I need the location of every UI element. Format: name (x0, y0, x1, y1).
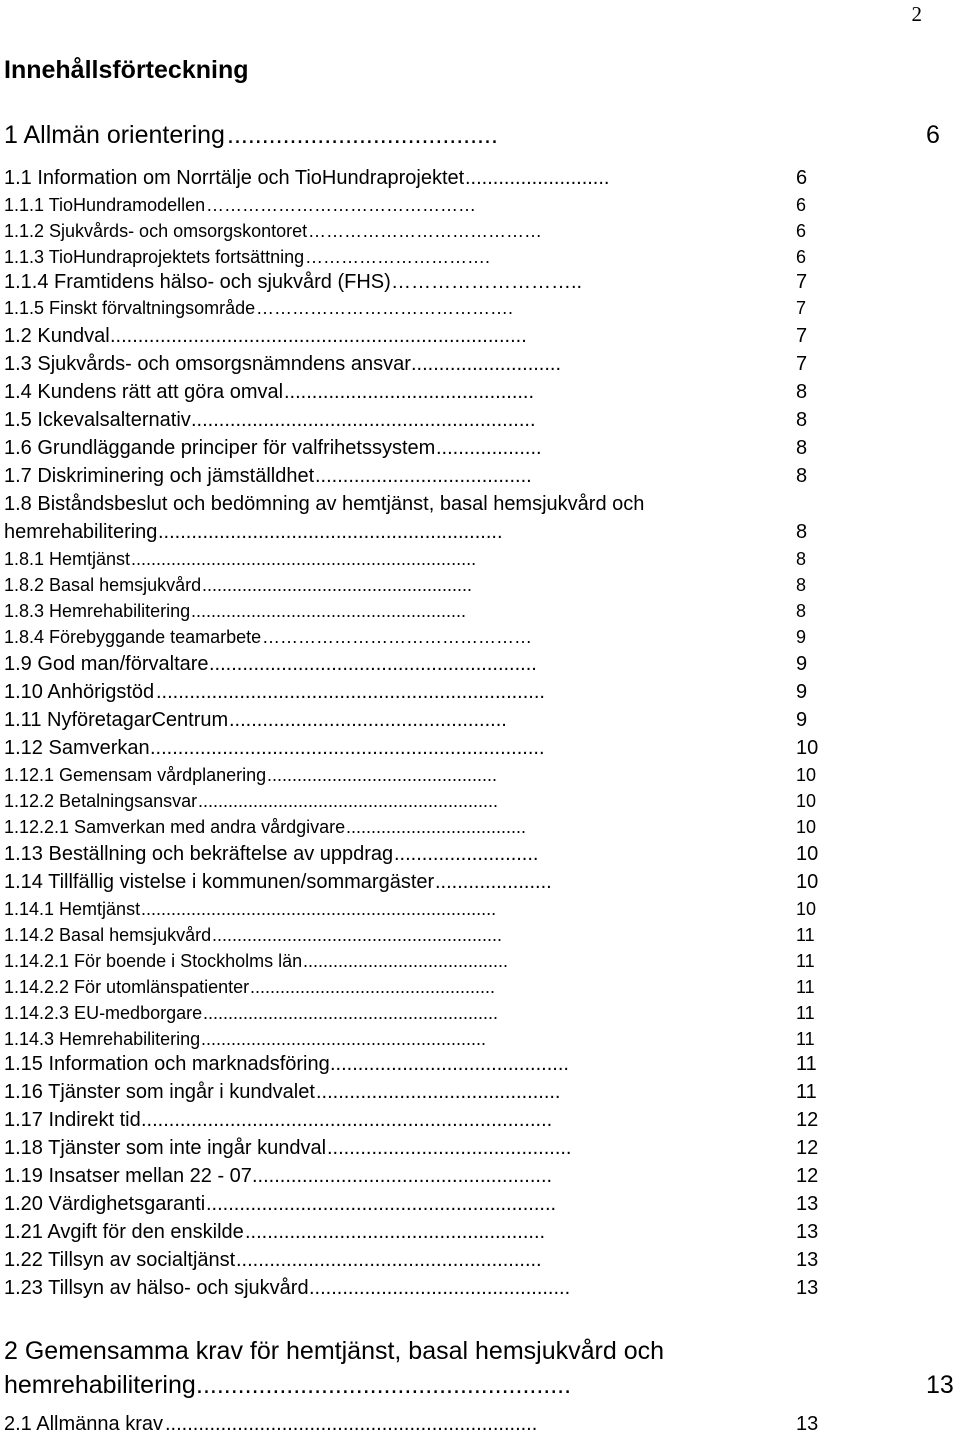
toc-entry-label: 1.5 Ickevalsalternativ (4, 409, 191, 431)
toc-entry[interactable] (4, 120, 954, 150)
toc-entry-label: 1.3 Sjukvårds- och omsorgsnämndens ansvar (4, 353, 411, 375)
toc-entry-page: 8 (796, 521, 808, 543)
toc-entry[interactable] (4, 790, 954, 812)
toc-entry-page: 12 (796, 1137, 819, 1159)
toc-entry-page: 13 (926, 1371, 954, 1399)
toc-entry-leader: ....................................................................... (150, 737, 545, 759)
toc-entry-page: 10 (796, 899, 817, 919)
toc-entry-label: 1.4 Kundens rätt att göra omval (4, 381, 284, 403)
toc-entry-page: 7 (796, 271, 808, 293)
toc-entry-page: 6 (796, 247, 807, 267)
toc-entry-label: hemrehabilitering (4, 521, 158, 543)
toc-entry-page: 8 (796, 549, 807, 569)
toc-entry[interactable] (4, 574, 954, 596)
toc-entry[interactable] (4, 436, 954, 460)
toc-entry-page: 11 (796, 1029, 815, 1049)
toc-entry[interactable] (4, 652, 954, 676)
toc-entry-leader: ……………………………………… (206, 195, 476, 215)
toc-entry[interactable] (4, 492, 954, 516)
toc-entry-label: 1.2 Kundval (4, 325, 110, 347)
toc-entry[interactable] (4, 870, 954, 894)
toc-entry-leader: ................... (436, 437, 542, 459)
toc-entry-page: 7 (796, 353, 808, 375)
toc-entry-label: 1.15 Information och marknadsföring (4, 1053, 330, 1075)
toc-entry[interactable] (4, 600, 954, 622)
toc-entry-page: 10 (796, 843, 819, 865)
toc-entry-label: 1.8.1 Hemtjänst (4, 549, 131, 569)
toc-entry-label: 1.17 Indirekt tid (4, 1109, 141, 1131)
toc-entry-label: 1.16 Tjänster som ingår i kundvalet (4, 1081, 315, 1103)
toc-entry-leader: .................................................. (229, 709, 507, 731)
toc-entry-label: 1.12.2.1 Samverkan med andra vårdgivare (4, 817, 346, 837)
toc-entry-page: 12 (796, 1165, 819, 1187)
toc-entry-label: 1.7 Diskriminering och jämställdhet (4, 465, 315, 487)
toc-entry-label: 1.1.4 Framtidens hälso- och sjukvård (FHS) (4, 271, 391, 293)
toc-entry-leader: ...................................................... (252, 1165, 553, 1187)
toc-entry-page: 6 (796, 195, 807, 215)
toc-entry-page: 10 (796, 765, 817, 785)
toc-entry[interactable] (4, 1370, 954, 1400)
toc-entry-leader: ..................................................................... (131, 549, 477, 569)
toc-entry[interactable] (4, 1336, 954, 1366)
toc-entry-label: hemrehabilitering (4, 1371, 196, 1399)
toc-entry-label: 1.23 Tillsyn av hälso- och sjukvård (4, 1277, 309, 1299)
toc-entry-page: 7 (796, 298, 807, 318)
toc-entry-page: 10 (796, 737, 819, 759)
toc-entry[interactable] (4, 352, 954, 376)
toc-entry[interactable] (4, 764, 954, 786)
toc-entry-leader: ………………………………… (308, 221, 542, 241)
toc-entry[interactable] (4, 976, 954, 998)
toc-entry[interactable] (4, 548, 954, 570)
toc-entry[interactable] (4, 950, 954, 972)
toc-entry-leader: ......................................... (303, 951, 509, 971)
toc-entry[interactable] (4, 736, 954, 760)
toc-entry[interactable] (4, 1028, 954, 1050)
toc-entry-label: 1.14.2.2 För utomlänspatienter (4, 977, 250, 997)
toc-entry-label: 1.14.2 Basal hemsjukvård (4, 925, 212, 945)
toc-entry[interactable] (4, 898, 954, 920)
toc-entry[interactable] (4, 1052, 954, 1076)
toc-entry-page: 8 (796, 575, 807, 595)
toc-entry-page: 11 (796, 925, 815, 945)
toc-entry-label: 1.9 God man/förvaltare (4, 653, 209, 675)
toc-entry[interactable] (4, 1192, 954, 1216)
toc-entry-label: 1.14.2.1 För boende i Stockholms län (4, 951, 303, 971)
toc-entry[interactable] (4, 708, 954, 732)
toc-entry-leader: ........................................... (330, 1053, 569, 1075)
toc-entry-page: 8 (796, 465, 808, 487)
toc-entry-label: 1.21 Avgift för den enskilde (4, 1221, 244, 1243)
toc-entry-page: 11 (796, 1003, 815, 1023)
toc-entry-label: 1.12 Samverkan (4, 737, 150, 759)
toc-entry-label: 1.10 Anhörigstöd (4, 681, 155, 703)
toc-entry-page: 11 (796, 951, 815, 971)
toc-entry-leader: ............................................................... (206, 1193, 557, 1215)
toc-entry-leader: .......................... (465, 167, 610, 189)
toc-entry-label: 1.8.2 Basal hemsjukvård (4, 575, 202, 595)
toc-entry-label: 1.14.1 Hemtjänst (4, 899, 141, 919)
toc-entry-page: 7 (796, 325, 808, 347)
toc-entry-page: 10 (796, 871, 819, 893)
toc-entry-leader: .......................................................... (212, 925, 503, 945)
toc-entry-page: 11 (796, 1053, 817, 1075)
toc-entry[interactable] (4, 816, 954, 838)
toc-entry-leader: ............................................ (327, 1137, 572, 1159)
toc-entry-leader: ……………………….. (391, 271, 583, 293)
toc-entry-label: 1.14.2.3 EU-medborgare (4, 1003, 203, 1023)
toc-entry-leader: ......................................................... (201, 1029, 487, 1049)
toc-entry-page: 11 (796, 977, 815, 997)
toc-entry[interactable] (4, 520, 954, 544)
toc-entry-leader: ...................................................................... (156, 681, 545, 703)
toc-entry-page: 8 (796, 381, 808, 403)
toc-entry-label: 1.1.2 Sjukvårds- och omsorgskontoret (4, 221, 308, 241)
toc-entry-page: 9 (796, 681, 808, 703)
toc-entry-label: 1.14 Tillfällig vistelse i kommunen/sommargäster (4, 871, 435, 893)
toc-entry-leader: ........................................................... (209, 653, 537, 675)
toc-entry-leader: ................................................................... (165, 1413, 538, 1435)
toc-entry-page: 13 (796, 1249, 819, 1271)
toc-entry-page: 12 (796, 1109, 819, 1131)
toc-entry-leader: .............................................................. (158, 521, 503, 543)
toc-entry[interactable] (4, 194, 954, 216)
toc-entry-label: 2 Gemensamma krav för hemtjänst, basal hemsjukvård och (4, 1337, 664, 1365)
toc-entry-page: 10 (796, 817, 817, 837)
toc-entry[interactable] (4, 1080, 954, 1104)
toc-entry[interactable] (4, 1276, 954, 1300)
toc-entry-page: 6 (926, 121, 940, 149)
toc-entry-label: 1.12.1 Gemensam vårdplanering (4, 765, 267, 785)
toc-entry-leader: ............................................ (316, 1081, 561, 1103)
toc-entry-leader: ....................................................................... (141, 899, 497, 919)
toc-entry-page: 13 (796, 1193, 819, 1215)
toc-entry-page: 8 (796, 437, 808, 459)
toc-entry-leader: .............................................. (267, 765, 498, 785)
toc-entry[interactable] (4, 380, 954, 404)
toc-entry-page: 6 (796, 221, 807, 241)
toc-entry-page: 8 (796, 409, 808, 431)
toc-entry-page: 9 (796, 653, 808, 675)
toc-entry-leader: ....................................................... (236, 1249, 542, 1271)
toc-entry[interactable] (4, 680, 954, 704)
toc-entry-leader: ........................................................... (203, 1003, 499, 1023)
toc-entry-leader: ……………………………………. (256, 298, 514, 318)
toc-entry-leader: …………………………. (305, 247, 491, 267)
toc-entry[interactable] (4, 924, 954, 946)
toc-entry[interactable] (4, 1248, 954, 1272)
toc-entry[interactable] (4, 626, 954, 648)
toc-entry-page: 13 (796, 1413, 819, 1435)
toc-entry-label: 1.20 Värdighetsgaranti (4, 1193, 206, 1215)
toc-entry-leader: .......................................................................... (141, 1109, 553, 1131)
toc-entry-leader: .......................... (394, 843, 539, 865)
toc-entry-leader: .................................... (346, 817, 527, 837)
toc-entry-label: 1.13 Beställning och bekräftelse av uppdrag (4, 843, 394, 865)
toc-entry[interactable] (4, 1002, 954, 1024)
toc-entry-label: 1.22 Tillsyn av socialtjänst (4, 1249, 236, 1271)
toc-entry-page: 6 (796, 167, 808, 189)
toc-entry-label: 1.1 Information om Norrtälje och TioHundraprojektet (4, 167, 465, 189)
toc-entry[interactable] (4, 464, 954, 488)
toc-entry[interactable] (4, 1164, 954, 1188)
toc-entry[interactable] (4, 1220, 954, 1244)
toc-entry-label: 1 Allmän orientering (4, 121, 225, 149)
toc-entry-label: 1.8.4 Förebyggande teamarbete (4, 627, 262, 647)
toc-entry-label: 1.18 Tjänster som inte ingår kundval (4, 1137, 327, 1159)
toc-entry[interactable] (4, 324, 954, 348)
toc-entry[interactable] (4, 246, 954, 268)
toc-entry[interactable] (4, 220, 954, 242)
toc-entry[interactable] (4, 1108, 954, 1132)
page-number: 2 (911, 2, 922, 26)
toc-entry-label: 1.8 Biståndsbeslut och bedömning av hemtjänst, basal hemsjukvård och (4, 493, 645, 515)
toc-entry-leader: ....................................... (315, 465, 532, 487)
toc-entry-label: 2.1 Allmänna krav (4, 1413, 163, 1435)
toc-entry-label: 1.14.3 Hemrehabilitering (4, 1029, 201, 1049)
toc-entry-page: 9 (796, 627, 807, 647)
toc-entry-label: 1.1.5 Finskt förvaltningsområde (4, 298, 256, 318)
toc-entry-leader: ....................................... (227, 121, 498, 149)
toc-entry-leader: ....................................................... (191, 601, 467, 621)
toc-entry-leader: ...................................................... (196, 1371, 572, 1399)
toc-entry-leader: ……………………………………… (262, 627, 532, 647)
toc-entry-page: 13 (796, 1277, 819, 1299)
toc-entry-leader: ............................................... (309, 1277, 571, 1299)
toc-entry-label: 1.1.1 TioHundramodellen (4, 195, 206, 215)
toc-entry-leader: ............................................................ (198, 791, 499, 811)
toc-title: Innehållsförteckning (4, 56, 249, 84)
toc-entry-page: 11 (796, 1081, 817, 1103)
toc-entry-leader: ........................... (411, 353, 562, 375)
toc-entry-leader: ............................................. (284, 381, 535, 403)
toc-entry-label: 1.1.3 TioHundraprojektets fortsättning (4, 247, 305, 267)
toc-entry-page: 13 (796, 1221, 819, 1243)
toc-entry[interactable] (4, 270, 954, 294)
toc-entry-leader: ................................................. (250, 977, 496, 997)
toc-entry-label: 1.12.2 Betalningsansvar (4, 791, 198, 811)
toc-entry-page: 9 (796, 709, 808, 731)
toc-entry-page: 10 (796, 791, 817, 811)
toc-entry[interactable] (4, 1136, 954, 1160)
toc-entry-leader: ..................... (435, 871, 552, 893)
toc-entry-label: 1.6 Grundläggande principer för valfrihetssystem (4, 437, 436, 459)
toc-entry[interactable] (4, 297, 954, 319)
toc-entry-leader: ........................................................................... (110, 325, 527, 347)
toc-entry-label: 1.8.3 Hemrehabilitering (4, 601, 191, 621)
toc-entry-page: 8 (796, 601, 807, 621)
toc-entry-leader: ...................................................... (245, 1221, 546, 1243)
toc-entry-label: 1.19 Insatser mellan 22 - 07 (4, 1165, 252, 1187)
toc-entry[interactable] (4, 842, 954, 866)
toc-entry[interactable] (4, 1412, 954, 1436)
toc-entry-label: 1.11 NyföretagarCentrum (4, 709, 229, 731)
toc-entry[interactable] (4, 408, 954, 432)
toc-entry[interactable] (4, 166, 954, 190)
toc-entry-leader: .............................................................. (191, 409, 536, 431)
toc-entry-leader: ...................................................... (202, 575, 473, 595)
